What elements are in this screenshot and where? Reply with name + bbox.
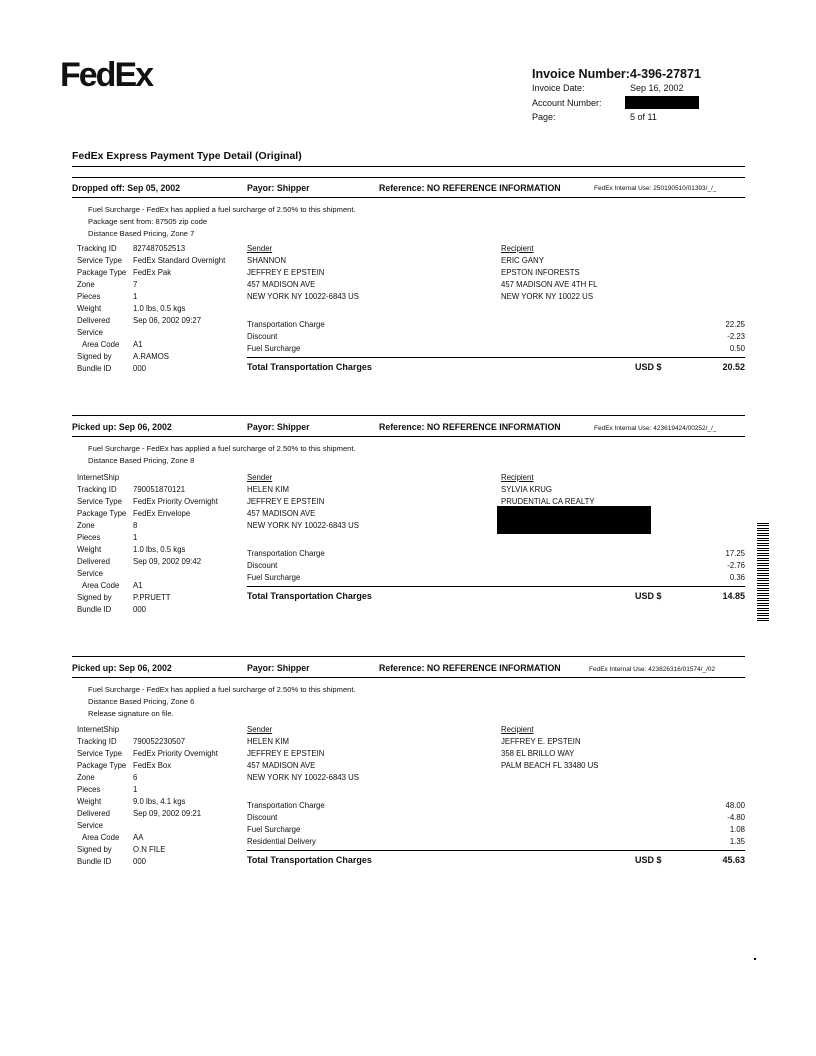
recipient-heading: Recipient	[501, 244, 534, 253]
shipment-3-header-rule	[72, 677, 745, 678]
sender-line: HELEN KIM	[247, 737, 290, 746]
service-label: Service	[77, 821, 103, 830]
shipment-2-header: Picked up: Sep 06, 2002	[72, 422, 172, 432]
delivered: Sep 06, 2002 09:27	[133, 316, 202, 325]
recipient-heading: Recipient	[501, 473, 534, 482]
shipment-3-reference: Reference: NO REFERENCE INFORMATION	[379, 663, 561, 673]
shipment-1-top-rule	[72, 177, 745, 178]
package-type-label: Package Type	[77, 509, 127, 518]
shipment-2-charges	[247, 548, 745, 584]
total-label: Total Transportation Charges	[247, 591, 372, 601]
note-line: Fuel Surcharge - FedEx has applied a fuel surcharge of 2.50% to this shipment.	[88, 685, 356, 694]
delivered: Sep 09, 2002 09:21	[133, 809, 202, 818]
sender-line: 457 MADISON AVE	[247, 761, 316, 770]
recipient-line: EPSTON INFORESTS	[501, 268, 580, 277]
shipment-2-top-rule	[72, 415, 745, 416]
charge-label: Discount	[247, 332, 278, 341]
shipment-1-header: Dropped off: Sep 05, 2002	[72, 183, 181, 193]
weight-label: Weight	[77, 797, 102, 806]
service-label: Service	[77, 569, 103, 578]
sender-heading: Sender	[247, 473, 273, 482]
total-label: Total Transportation Charges	[247, 855, 372, 865]
title-rule	[72, 166, 745, 167]
charge-amount: -2.23	[727, 332, 745, 341]
note-line: Distance Based Pricing, Zone 8	[88, 456, 195, 465]
package-type-label: Package Type	[77, 268, 127, 277]
shipment-2-internal-use: FedEx Internal Use: 423619424/00252/_/_	[594, 425, 717, 432]
account-number-label: Account Number:	[532, 98, 602, 108]
zone-label: Zone	[77, 773, 95, 782]
service-label: Service	[77, 328, 103, 337]
page-mark	[754, 958, 756, 960]
recipient-line: NEW YORK NY 10022 US	[501, 292, 594, 301]
area-code: AA	[133, 833, 144, 842]
invoice-number: 4-396-27871	[630, 67, 701, 81]
shipment-2-details	[77, 472, 218, 616]
shipment-2-total-rule	[247, 586, 745, 587]
shipment-3-total	[247, 855, 745, 865]
package-type: FedEx Box	[133, 761, 172, 770]
invoice-date-label: Invoice Date:	[532, 83, 585, 93]
recipient-line: JEFFREY E. EPSTEIN	[501, 737, 581, 746]
signed-by: A.RAMOS	[133, 352, 169, 361]
shipment-1-recipient	[501, 243, 597, 303]
package-type: FedEx Envelope	[133, 509, 191, 518]
note-line: Distance Based Pricing, Zone 6	[88, 697, 195, 706]
sender-line: JEFFREY E EPSTEIN	[247, 268, 325, 277]
charge-label: Fuel Surcharge	[247, 825, 301, 834]
shipment-2-reference: Reference: NO REFERENCE INFORMATION	[379, 422, 561, 432]
ship-method-label: InternetShip	[77, 473, 120, 482]
sender-heading: Sender	[247, 725, 273, 734]
zone: 8	[133, 521, 138, 530]
sender-line: HELEN KIM	[247, 485, 290, 494]
area-code-label: Area Code	[82, 340, 120, 349]
sender-line: NEW YORK NY 10022-6843 US	[247, 773, 359, 782]
recipient-line: PRUDENTIAL CA REALTY	[501, 497, 595, 506]
charge-label: Fuel Surcharge	[247, 573, 301, 582]
invoice-number-label: Invoice Number:	[532, 67, 630, 81]
zone: 6	[133, 773, 138, 782]
package-type: FedEx Pak	[133, 268, 172, 277]
delivered-label: Delivered	[77, 557, 110, 566]
recipient-address-redacted	[497, 506, 651, 534]
weight: 1.0 lbs, 0.5 kgs	[133, 304, 186, 313]
document-title: FedEx Express Payment Type Detail (Original)	[72, 150, 302, 162]
delivered-label: Delivered	[77, 316, 110, 325]
charge-amount: 17.25	[725, 549, 745, 558]
shipment-3-charges	[247, 800, 745, 848]
bundle-id: 000	[133, 364, 147, 373]
pieces: 1	[133, 785, 138, 794]
signed-by-label: Signed by	[77, 845, 112, 854]
service-type: FedEx Standard Overnight	[133, 256, 226, 265]
pieces-label: Pieces	[77, 292, 101, 301]
area-code-label: Area Code	[82, 833, 120, 842]
signed-by-label: Signed by	[77, 352, 112, 361]
recipient-line: 457 MADISON AVE 4TH FL	[501, 280, 598, 289]
shipment-2-payor: Payor: Shipper	[247, 422, 310, 432]
charge-amount: -4.80	[727, 813, 745, 822]
recipient-line: PALM BEACH FL 33480 US	[501, 761, 599, 770]
total-label: Total Transportation Charges	[247, 362, 372, 372]
recipient-line: 358 EL BRILLO WAY	[501, 749, 575, 758]
sender-heading: Sender	[247, 244, 273, 253]
shipment-1-notes	[88, 204, 356, 240]
total-amount: 20.52	[722, 362, 745, 372]
shipment-3-total-rule	[247, 850, 745, 851]
ship-method-label: InternetShip	[77, 725, 120, 734]
page-label: Page:	[532, 112, 556, 122]
package-type-label: Package Type	[77, 761, 127, 770]
shipment-1-header-rule	[72, 197, 745, 198]
charge-label: Residential Delivery	[247, 837, 316, 846]
shipment-1-payor: Payor: Shipper	[247, 183, 310, 193]
shipment-3-payor: Payor: Shipper	[247, 663, 310, 673]
shipment-1-internal-use: FedEx Internal Use: 250190510/01393/_/_	[594, 185, 717, 192]
note-line: Distance Based Pricing, Zone 7	[88, 229, 195, 238]
tracking-id-label: Tracking ID	[77, 244, 117, 253]
area-code-label: Area Code	[82, 581, 120, 590]
charge-label: Discount	[247, 561, 278, 570]
bundle-id-label: Bundle ID	[77, 364, 112, 373]
charge-amount: 1.08	[729, 825, 745, 834]
sender-line: JEFFREY E EPSTEIN	[247, 497, 325, 506]
note-line: Package sent from: 87505 zip code	[88, 217, 208, 226]
sender-line: SHANNON	[247, 256, 286, 265]
pieces-label: Pieces	[77, 785, 101, 794]
shipment-2-sender	[247, 472, 359, 532]
charge-amount: 1.35	[729, 837, 745, 846]
tracking-id-label: Tracking ID	[77, 485, 117, 494]
charge-amount: 0.50	[729, 344, 745, 353]
signed-by: O.N FILE	[133, 845, 166, 854]
bundle-id: 000	[133, 605, 147, 614]
tracking-id: 827487052513	[133, 244, 186, 253]
weight-label: Weight	[77, 545, 102, 554]
charge-label: Transportation Charge	[247, 320, 325, 329]
shipment-3-notes	[88, 684, 356, 720]
shipment-1-charges	[247, 319, 745, 355]
sender-line: 457 MADISON AVE	[247, 509, 316, 518]
shipment-3-top-rule	[72, 656, 745, 657]
bundle-id-label: Bundle ID	[77, 857, 112, 866]
charge-amount: 48.00	[725, 801, 745, 810]
zone-label: Zone	[77, 280, 95, 289]
charge-amount: 22.25	[725, 320, 745, 329]
area-code: A1	[133, 581, 143, 590]
weight: 1.0 lbs, 0.5 kgs	[133, 545, 186, 554]
service-type-label: Service Type	[77, 256, 122, 265]
sender-line: JEFFREY E EPSTEIN	[247, 749, 325, 758]
charge-label: Fuel Surcharge	[247, 344, 301, 353]
charge-amount: 0.36	[729, 573, 745, 582]
charge-amount: -2.76	[727, 561, 745, 570]
weight-label: Weight	[77, 304, 102, 313]
shipment-2-header-rule	[72, 436, 745, 437]
service-type-label: Service Type	[77, 749, 122, 758]
shipment-3-header: Picked up: Sep 06, 2002	[72, 663, 172, 673]
tracking-id: 790052230507	[133, 737, 186, 746]
shipment-3-internal-use: FedEx Internal Use: 423826316/01574/_/02	[589, 666, 716, 673]
total-currency: USD $	[635, 591, 662, 601]
note-line: Release signature on file.	[88, 709, 174, 718]
shipment-2-notes	[88, 443, 356, 467]
shipment-3-recipient	[501, 724, 599, 772]
shipment-2-recipient	[501, 472, 595, 508]
shipment-1-sender	[247, 243, 359, 303]
page-number: 5 of 11	[630, 112, 657, 122]
signed-by: P.PRUETT	[133, 593, 171, 602]
pieces: 1	[133, 292, 138, 301]
delivered: Sep 09, 2002 09:42	[133, 557, 202, 566]
shipment-1-total	[247, 362, 745, 372]
shipment-1-reference: Reference: NO REFERENCE INFORMATION	[379, 183, 561, 193]
shipment-3-details	[77, 724, 218, 868]
note-line: Fuel Surcharge - FedEx has applied a fuel surcharge of 2.50% to this shipment.	[88, 444, 356, 453]
bundle-id: 000	[133, 857, 147, 866]
shipment-3-sender	[247, 724, 359, 784]
area-code: A1	[133, 340, 143, 349]
sender-line: NEW YORK NY 10022-6843 US	[247, 292, 359, 301]
service-type-label: Service Type	[77, 497, 122, 506]
shipment-1-total-rule	[247, 357, 745, 358]
zone: 7	[133, 280, 138, 289]
recipient-line: ERIC GANY	[501, 256, 544, 265]
tracking-id: 790051870121	[133, 485, 186, 494]
invoice-date: Sep 16, 2002	[630, 83, 684, 93]
note-line: Fuel Surcharge - FedEx has applied a fuel surcharge of 2.50% to this shipment.	[88, 205, 356, 214]
total-amount: 14.85	[722, 591, 745, 601]
total-amount: 45.63	[722, 855, 745, 865]
pieces: 1	[133, 533, 138, 542]
bundle-id-label: Bundle ID	[77, 605, 112, 614]
delivered-label: Delivered	[77, 809, 110, 818]
shipment-1-details	[77, 243, 225, 375]
service-type: FedEx Priority Overnight	[133, 497, 218, 506]
shipment-2-total	[247, 591, 745, 601]
tracking-id-label: Tracking ID	[77, 737, 117, 746]
sender-line: NEW YORK NY 10022-6843 US	[247, 521, 359, 530]
total-currency: USD $	[635, 855, 662, 865]
charge-label: Transportation Charge	[247, 549, 325, 558]
zone-label: Zone	[77, 521, 95, 530]
signed-by-label: Signed by	[77, 593, 112, 602]
account-number-redacted	[625, 96, 699, 109]
charge-label: Transportation Charge	[247, 801, 325, 810]
sender-line: 457 MADISON AVE	[247, 280, 316, 289]
fedex-logo: FedEx	[60, 56, 153, 94]
side-barcode	[757, 523, 769, 623]
service-type: FedEx Priority Overnight	[133, 749, 218, 758]
charge-label: Discount	[247, 813, 278, 822]
pieces-label: Pieces	[77, 533, 101, 542]
recipient-line: SYLVIA KRUG	[501, 485, 552, 494]
total-currency: USD $	[635, 362, 662, 372]
recipient-heading: Recipient	[501, 725, 534, 734]
weight: 9.0 lbs, 4.1 kgs	[133, 797, 186, 806]
